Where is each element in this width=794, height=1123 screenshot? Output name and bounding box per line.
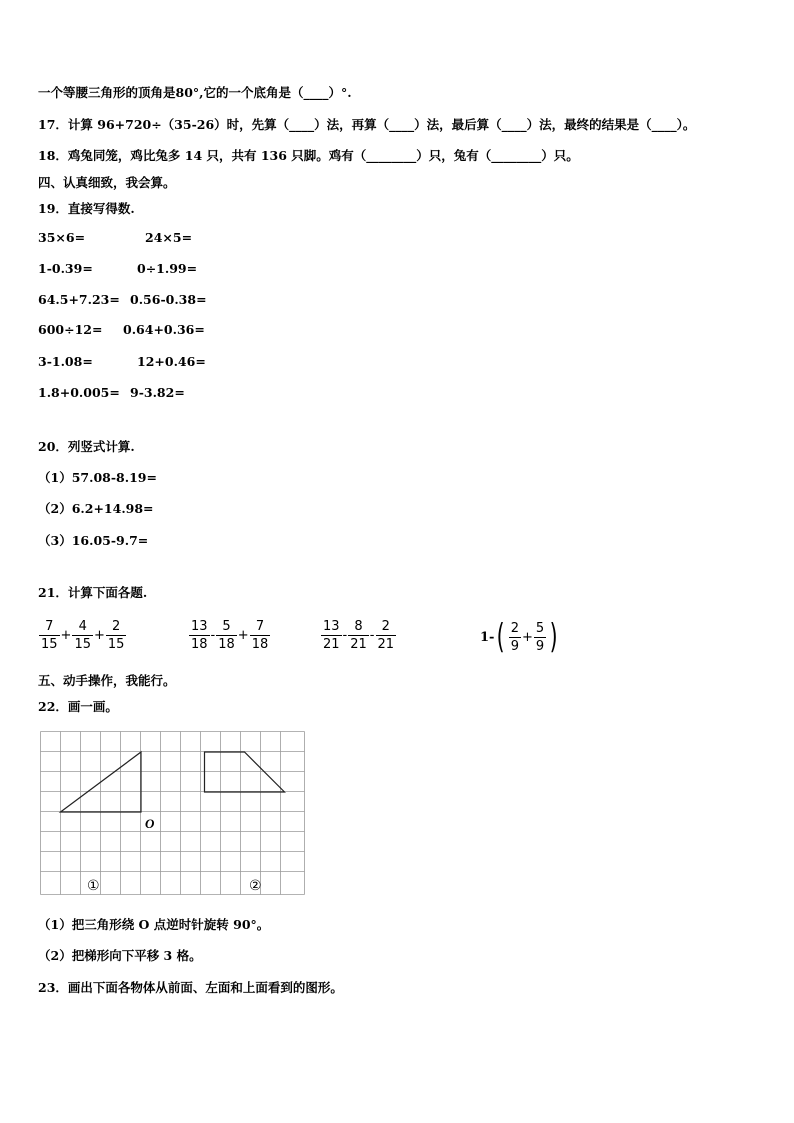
operator: -	[210, 628, 216, 643]
denominator: 9	[535, 638, 545, 654]
denominator: 18	[191, 637, 208, 652]
mental-calc-item: 64.5+7.23=	[38, 292, 120, 307]
grid-lines	[41, 732, 305, 895]
numerator: 7	[250, 618, 271, 636]
trapezoid-shape	[205, 752, 285, 792]
section-5-heading: 五、动手操作，我能行。	[38, 673, 176, 688]
question-19: 19．直接写得数.	[38, 201, 135, 216]
right-paren: )	[549, 617, 558, 657]
numerator: 13	[323, 619, 340, 634]
mental-calc-item: 35×6=	[38, 230, 86, 245]
question-16-base-angle: 一个等腰三角形的顶角是80°,它的一个底角是（____）°.	[38, 85, 352, 100]
mental-calc-item: 1-0.39=	[38, 261, 93, 276]
fraction-expression-4	[480, 618, 560, 656]
question-23: 23．画出下面各物体从前面、左面和上面看到的图形。	[38, 980, 343, 995]
denominator: 9	[510, 638, 519, 654]
leading-term: 1-	[480, 629, 495, 645]
question-20-part-2: （2）6.2+14.98=	[38, 501, 154, 516]
denominator: 15	[74, 637, 91, 652]
shape-1-label: ①	[87, 878, 100, 894]
shape-2-label: ②	[249, 878, 262, 894]
denominator: 21	[350, 637, 367, 652]
left-paren: (	[497, 617, 506, 657]
mental-calc-item: 0.56-0.38=	[130, 292, 207, 307]
mental-calc-item: 0.64+0.36=	[123, 322, 205, 337]
mental-calc-item: 3-1.08=	[38, 354, 93, 369]
denominator: 18	[251, 637, 269, 652]
denominator: 18	[218, 637, 235, 652]
numerator: 2	[510, 620, 519, 636]
fraction-expression-1	[38, 618, 127, 653]
grid-figure	[40, 731, 308, 898]
denominator: 15	[41, 637, 58, 652]
question-17: 17．计算 96+720÷（35-26）时，先算（____）法，再算（____）法，最后算（____）法，最终的结果是（____）。	[38, 117, 696, 132]
question-20-part-1: （1）57.08-8.19=	[38, 470, 157, 485]
mental-calc-item: 600÷12=	[38, 322, 103, 337]
operator: +	[94, 628, 105, 643]
fraction-expression-2	[188, 618, 271, 653]
question-22: 22．画一画。	[38, 699, 118, 714]
numerator: 4	[72, 618, 93, 636]
denominator: 15	[107, 637, 125, 652]
operator: +	[522, 629, 533, 645]
operator: +	[237, 628, 249, 643]
mental-calc-item: 24×5=	[145, 230, 193, 245]
question-18: 18．鸡兔同笼，鸡比兔多 14 只，共有 136 只脚。鸡有（________）只，兔有（________）只。	[38, 148, 579, 163]
numerator: 5	[216, 618, 237, 636]
operator: -	[369, 628, 375, 643]
section-4-heading: 四、认真细致，我会算。	[38, 175, 176, 190]
question-20-part-3: （3）16.05-9.7=	[38, 533, 149, 548]
numerator: 2	[376, 618, 397, 636]
numerator: 5	[535, 620, 545, 636]
fraction-expression-3	[320, 618, 397, 653]
mental-calc-item: 12+0.46=	[137, 354, 206, 369]
numerator: 2	[106, 618, 127, 636]
operator: -	[342, 628, 348, 643]
point-o-label: O	[145, 816, 155, 831]
numerator: 13	[191, 619, 208, 634]
mental-calc-item: 9-3.82=	[130, 385, 185, 400]
denominator: 21	[377, 637, 395, 652]
numerator: 7	[39, 618, 60, 636]
mental-calc-item: 0÷1.99=	[137, 261, 198, 276]
operator: +	[60, 628, 72, 643]
mental-calc-item: 1.8+0.005=	[38, 385, 120, 400]
question-22-part-2: （2）把梯形向下平移 3 格。	[38, 948, 202, 963]
numerator: 8	[348, 618, 369, 636]
question-20: 20．列竖式计算.	[38, 439, 135, 454]
denominator: 21	[323, 637, 340, 652]
question-21: 21．计算下面各题.	[38, 585, 148, 600]
question-22-part-1: （1）把三角形绕 O 点逆时针旋转 90°。	[38, 917, 270, 932]
